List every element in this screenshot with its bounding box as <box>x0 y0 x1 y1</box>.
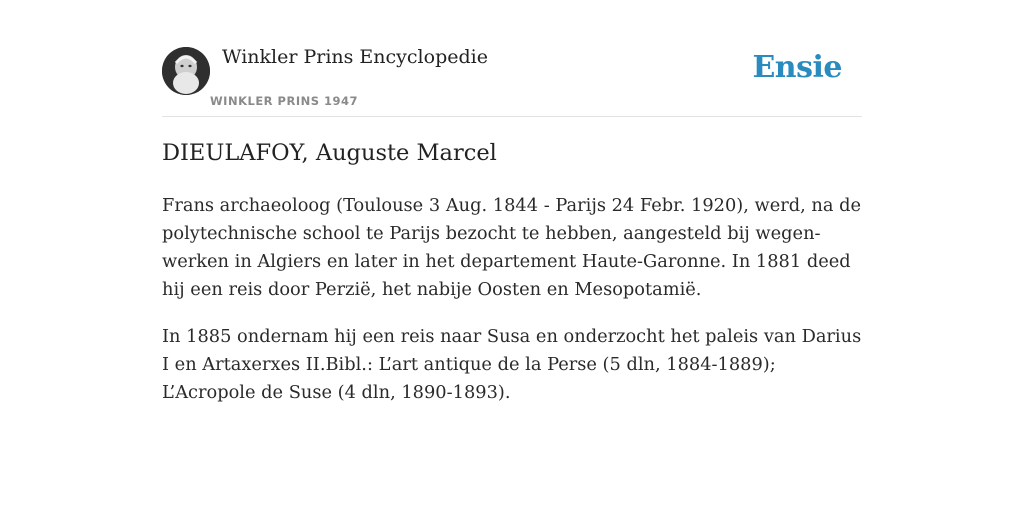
brand-logo[interactable]: Ensie <box>752 50 842 85</box>
page <box>162 0 862 403</box>
publication-subtitle: WINKLER PRINS 1947 <box>210 94 359 108</box>
article-title: DIEULAFOY, Auguste Marcel <box>162 140 497 166</box>
avatar[interactable] <box>162 47 210 95</box>
article-paragraph: Frans archaeoloog (Toulouse 3 Aug. 1844 - Parijs 24 Febr. 1920), werd, na de polytechnische school te Parijs bezocht te hebben, aangesteld bij wegen-werken in Algiers en later in het departement Haute-Garonne. In 1881 deed hij een reis door Perzië, het nabije Oosten en Mesopotamië. <box>162 195 862 300</box>
article-paragraph: In 1885 ondernam hij een reis naar Susa en onderzocht het paleis van Darius I en Artaxerxes II.Bibl.: L’art antique de la Perse (5 dln, 1884-1889); L’Acropole de Suse (4 dln, 1890-1893). <box>162 326 862 403</box>
header <box>162 0 862 117</box>
author-portrait-icon <box>162 47 210 95</box>
publication-title[interactable]: Winkler Prins Encyclopedie <box>222 46 488 68</box>
